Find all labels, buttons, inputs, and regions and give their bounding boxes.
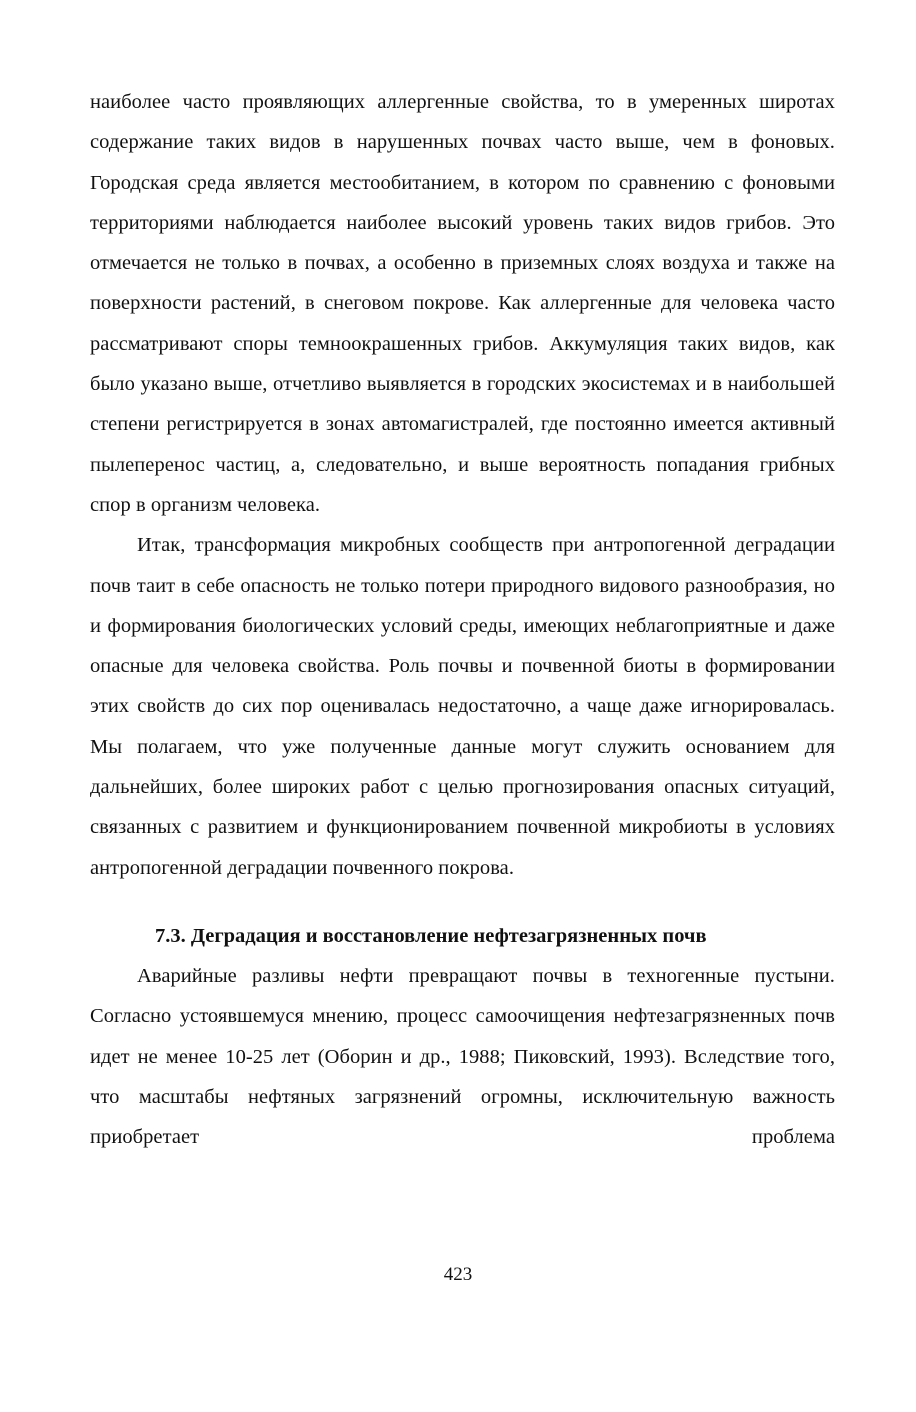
page-text-block [90, 82, 835, 1157]
paragraph-continued: наиболее часто проявляющих аллергенные свойства, то в умеренных широтах содержание таких видов в нарушенных почвах часто выше, чем в фоновых. Городская среда является местообитанием, в котором по сравнению с фоновыми территориями наблюдается наиболее высокий уровень таких видов грибов. Это отмечается не только в почвах, а особенно в приземных слоях воздуха и также на поверхности растений, в снеговом покрове. Как аллергенные для человека часто рассматривают споры темноокрашенных грибов. Аккумуляция таких видов, как было указано выше, отчетливо выявляется в городских экосистемах и в наибольшей степени регистрируется в зонах автомагистралей, где постоянно имеется активный пылеперенос частиц, а, следовательно, и выше вероятность попадания грибных спор в организм человека. [90, 91, 835, 516]
heading-spacer [90, 888, 835, 916]
page-number: 423 [443, 1264, 473, 1285]
paragraph-summary: Итак, трансформация микробных сообществ при антропогенной деградации почв таит в себе опасность не только потери природного видового разнообразия, но и формирования биологических условий среды, имеющих неблагоприятные и даже опасные для человека свойства. Роль почвы и почвенной биоты в формировании этих свойств до сих пор оценивалась недостаточно, а чаще даже игнорировалась. Мы полагаем, что уже полученные данные могут служить основанием для дальнейших, более широких работ с целью прогнозирования опасных ситуаций, связанных с развитием и функционированием почвенной микробиоты в условиях антропогенной деградации почвенного покрова. [90, 534, 835, 879]
section-heading: 7.3. Деградация и восстановление нефтезагрязненных почв [155, 924, 707, 947]
paragraph-section-start: Аварийные разливы нефти превращают почвы в техногенные пустыни. Согласно устоявшемуся мнению, процесс самоочищения нефтезагрязненных почв идет не менее 10-25 лет (Оборин и др., 1988; Пиковский, 1993). Вследствие того, что масштабы нефтяных загрязнений огромны, исключительную важность приобретает проблема [90, 964, 835, 1149]
